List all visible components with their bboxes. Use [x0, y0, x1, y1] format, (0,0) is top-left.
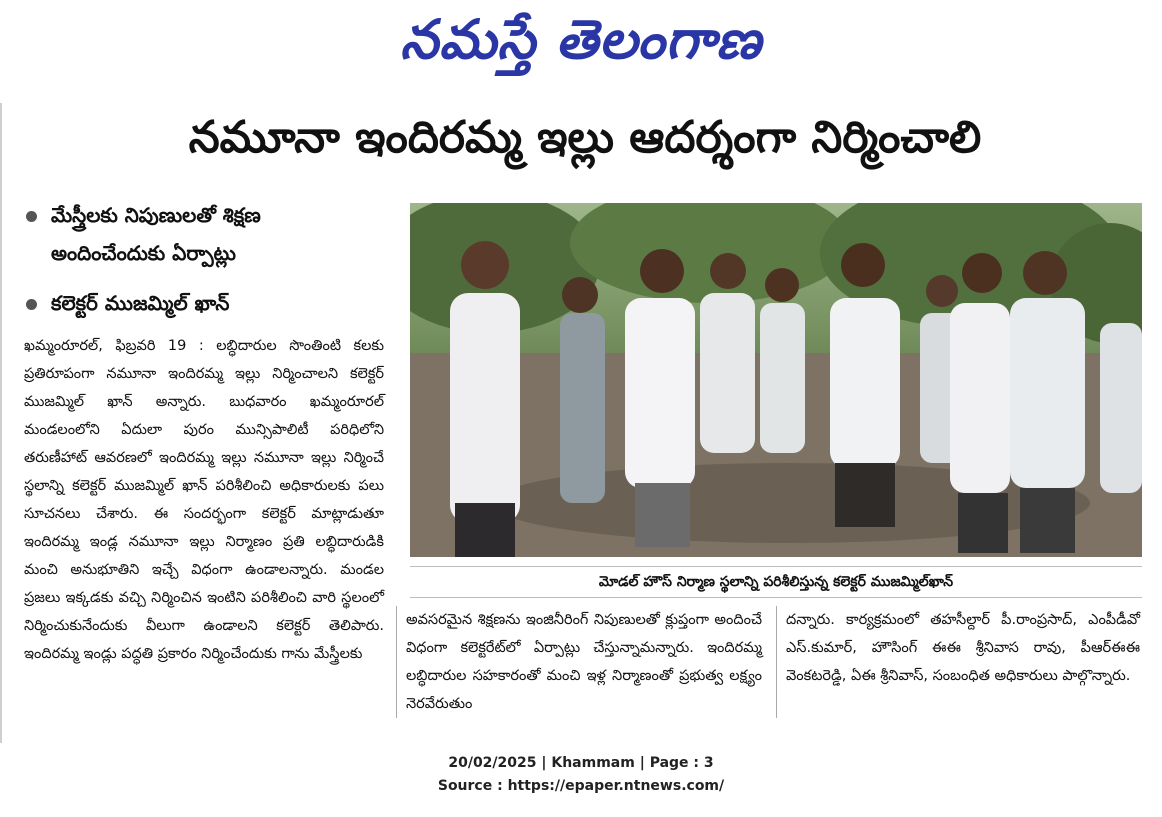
bullet-dot-icon — [26, 299, 37, 310]
footer-source-link[interactable]: Source : https://epaper.ntnews.com/ — [437, 778, 725, 794]
highlight-bullet-2 — [26, 284, 229, 322]
photo-caption: మోడల్ హౌస్ నిర్మాణ స్థలాన్ని పరిశీలిస్తున్న కలెక్టర్ ముజమ్మిల్‌ఖాన్ — [410, 566, 1142, 598]
article-headline: నమూనా ఇందిరమ్మ ఇల్లు ఆదర్శంగా నిర్మించాలి — [188, 112, 982, 163]
bullet-1-line-1: మేస్త్రీలకు నిపుణులతో శిక్షణ — [51, 203, 261, 227]
bullet-2-line-1: కలెక్టర్ ముజమ్మిల్ ఖాన్ — [51, 291, 230, 315]
news-photo — [410, 203, 1142, 557]
article-column-1 — [24, 332, 384, 668]
article-column-3 — [786, 606, 1140, 690]
page-edge-rule — [0, 103, 2, 743]
article-column-2-text: అవసరమైన శిక్షణను ఇంజినీరింగ్ నిపుణులతో క్లుప్తంగా అందించే విధంగా కలెక్టరేట్‌లో ఏర్పాట్లు చేస్తున్నామన్నారు. ఇందిరమ్మ లబ్ధిదారుల సహకారంతో మంచి ఇళ్ల నిర్మాణంతో ప్రభుత్వ లక్ష్యం నెరవేరుతుం — [406, 612, 762, 712]
highlight-bullet-1 — [26, 196, 261, 272]
news-photo-image — [410, 203, 1142, 557]
article-column-1-text: ఖమ్మంరూరల్, ఫిబ్రవరి 19 : లబ్ధిదారుల సొంతింటి కలకు ప్రతిరూపంగా నమూనా ఇందిరమ్మ ఇల్లు నిర్మించాలని కలెక్టర్ ముజమ్మిల్ ఖాన్ అన్నారు. బుధవారం ఖమ్మంరూరల్ మండలంలోని ఏదులా పురం మున్సిపాలిటీ పరిధిలోని తరుణీహాట్ ఆవరణలో ఇందిరమ్మ ఇల్లు నమూనా ఇల్లు నిర్మించే స్థలాన్ని కలెక్టర్ ముజమ్మిల్ ఖాన్ పరిశీలించి అధికారులకు పలు సూచనలు చేశారు. ఈ సందర్భంగా కలెక్టర్ మాట్లాడుతూ ఇందిరమ్మ ఇండ్ల నమూనా ఇల్లు నిర్మాణం ప్రతి లబ్ధిదారుడికి మంచి అనుభూతిని ఇచ్చే విధంగా ఉండాలన్నారు. మండల ప్రజలు ఇక్కడకు వచ్చి నిర్మించిన ఇంటిని పరిశీలించి వారి స్థలంలో నిర్మించుకునేందుకు వీలుగా ఉండాలని కలెక్టర్ తెలిపారు. ఇందిరమ్మ ఇండ్లు పద్ధతి ప్రకారం నిర్మించేందుకు గాను మేస్త్రీలకు — [24, 338, 384, 662]
footer-date-line: 20/02/2025 | Khammam | Page : 3 — [448, 755, 714, 771]
newspaper-masthead: నమస్తే తెలంగాణ — [400, 8, 762, 71]
article-column-3-text: దన్నారు. కార్యక్రమంలో తహసీల్దార్ పీ.రాంప్రసాద్, ఎంపీడీవో ఎస్.కుమార్, హౌసింగ్ ఈఈ శ్రీనివాస రావు, పీఆర్‌ఈఈ వెంకటరెడ్డి, ఏఈ శ్రీనివాస్, సంబంధిత అధికారులు పాల్గొన్నారు. — [786, 612, 1140, 684]
column-divider — [776, 606, 777, 718]
bullet-1-line-2: అందించేందుకు ఏర్పాట్లు — [51, 241, 236, 265]
article-column-2 — [406, 606, 762, 718]
bullet-dot-icon — [26, 211, 37, 222]
column-divider — [396, 606, 397, 718]
